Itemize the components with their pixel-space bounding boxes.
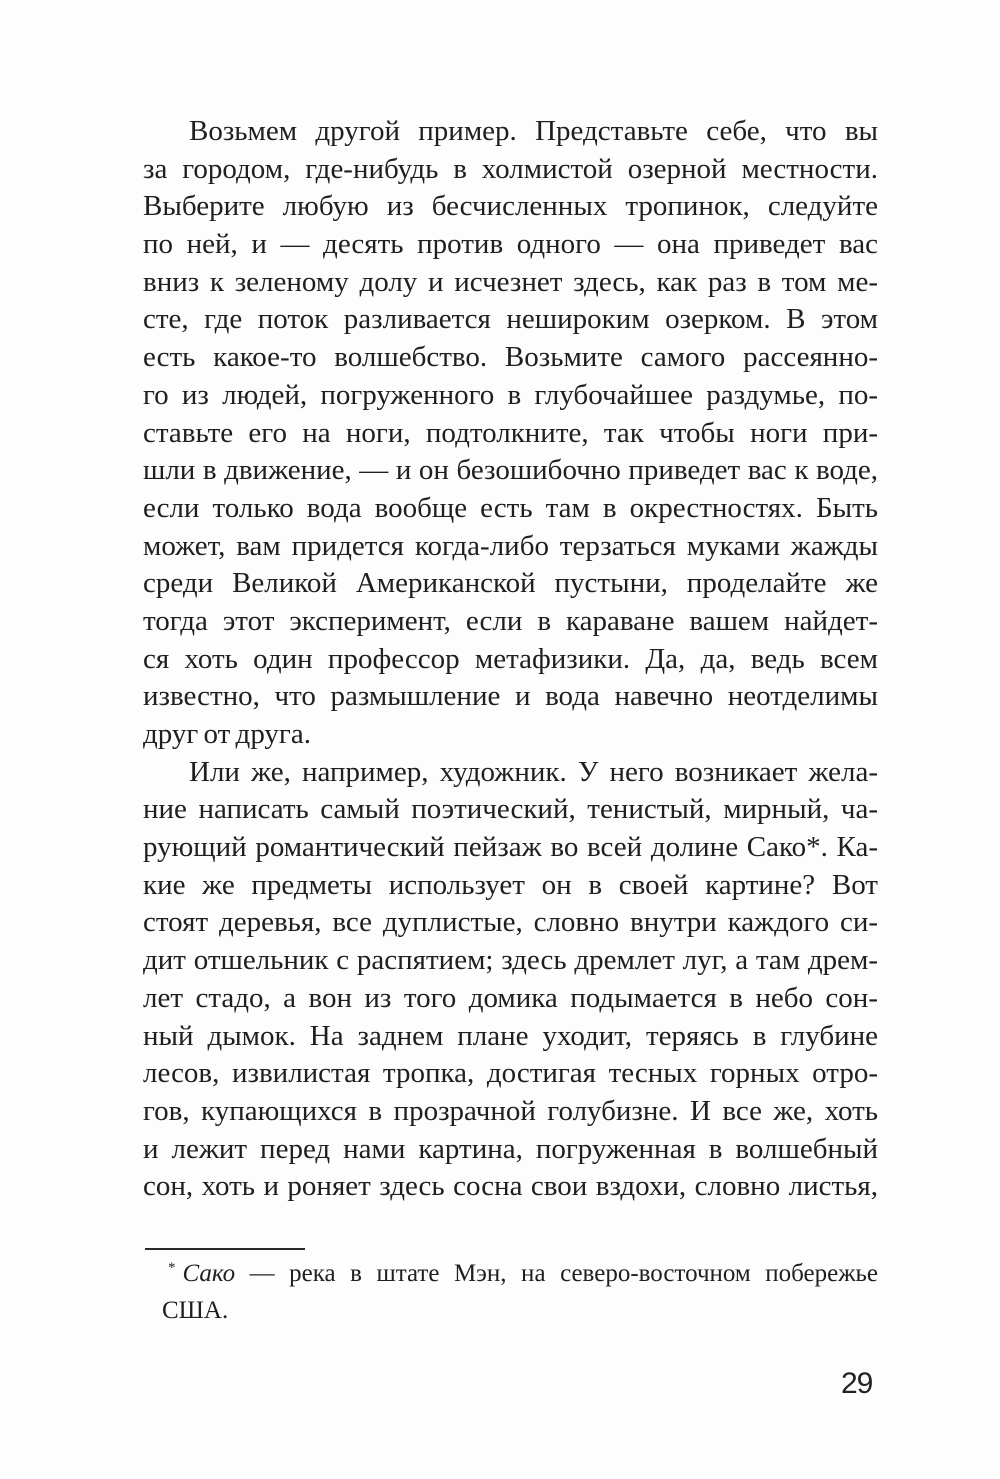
text-line: и лежит перед нами картина, погруженная в волшебный bbox=[143, 1132, 878, 1165]
text-line: Возьмем другой пример. Представьте себе, что вы bbox=[189, 115, 878, 147]
text-line: дит отшельник с распятием; здесь дремлет луг, а там дрем- bbox=[143, 944, 878, 977]
text-line: Или же, например, художник. У него возникает жела- bbox=[189, 755, 878, 788]
body-text bbox=[143, 113, 878, 1206]
text-line: лет стадо, а вон из того домика подымается в небо сон- bbox=[143, 981, 878, 1014]
text-line: стоят деревья, все дуплистые, словно внутри каждого си- bbox=[143, 906, 878, 939]
text-line: ся хоть один профессор метафизики. Да, да, ведь всем bbox=[143, 642, 878, 675]
text-line: тогда этот эксперимент, если в караване вашем найдет- bbox=[143, 604, 878, 637]
text-line: шли в движение, — и он безошибочно приведет вас к воде, bbox=[143, 454, 878, 487]
text-line: лесов, извилистая тропка, достигая тесных горных отро- bbox=[143, 1057, 878, 1090]
footnote-separator bbox=[145, 1248, 305, 1250]
text-line: го из людей, погруженного в глубочайшее раздумье, по- bbox=[143, 378, 878, 411]
footnote-term: Сако bbox=[182, 1260, 236, 1287]
paragraph-1 bbox=[143, 113, 878, 754]
text-line: ный дымок. На заднем плане уходит, теряясь в глубине bbox=[143, 1019, 878, 1052]
text-line: вниз к зеленому долу и исчезнет здесь, как раз в том ме- bbox=[143, 265, 878, 298]
text-line: может, вам придется когда-либо терзаться муками жажды bbox=[143, 529, 878, 562]
text-line: за городом, где-нибудь в холмистой озерной местности. bbox=[143, 152, 878, 185]
page-number: 29 bbox=[841, 1367, 873, 1400]
footnote-marker: * bbox=[168, 1259, 176, 1276]
text-line: Выберите любую из бесчисленных тропинок, следуйте bbox=[143, 190, 878, 223]
text-line: сон, хоть и роняет здесь сосна свои вздохи, словно листья, bbox=[143, 1170, 878, 1203]
footnote-text: — река в штате Мэн, на северо-восточном побережье bbox=[235, 1260, 878, 1287]
text-line: есть какое-то волшебство. Возьмите самого рассеянно- bbox=[143, 341, 878, 374]
text-line: гов, купающихся в прозрачной голубизне. И все же, хоть bbox=[143, 1094, 878, 1127]
footnote bbox=[143, 1256, 878, 1329]
footnote-line: США. bbox=[162, 1296, 229, 1324]
footnote-line bbox=[168, 1256, 878, 1293]
text-line: среди Великой Американской пустыни, проделайте же bbox=[143, 567, 878, 600]
text-line: друг от друга. bbox=[143, 718, 311, 750]
paragraph-2 bbox=[143, 754, 878, 1206]
text-line: если только вода вообще есть там в окрестностях. Быть bbox=[143, 491, 878, 524]
text-line: кие же предметы использует он в своей картине? Вот bbox=[143, 868, 878, 901]
text-line: ставьте его на ноги, подтолкните, так чтобы ноги при- bbox=[143, 416, 878, 449]
text-line-with-footnote-ref: рующий романтический пейзаж во всей долине Сако*. Ка- bbox=[143, 831, 878, 864]
text-line: сте, где поток разливается нешироким озерком. В этом bbox=[143, 303, 878, 336]
text-line: известно, что размышление и вода навечно неотделимы bbox=[143, 680, 878, 713]
text-line: ние написать самый поэтический, тенистый, мирный, ча- bbox=[143, 793, 878, 826]
text-line: по ней, и — десять против одного — она приведет вас bbox=[143, 228, 878, 261]
